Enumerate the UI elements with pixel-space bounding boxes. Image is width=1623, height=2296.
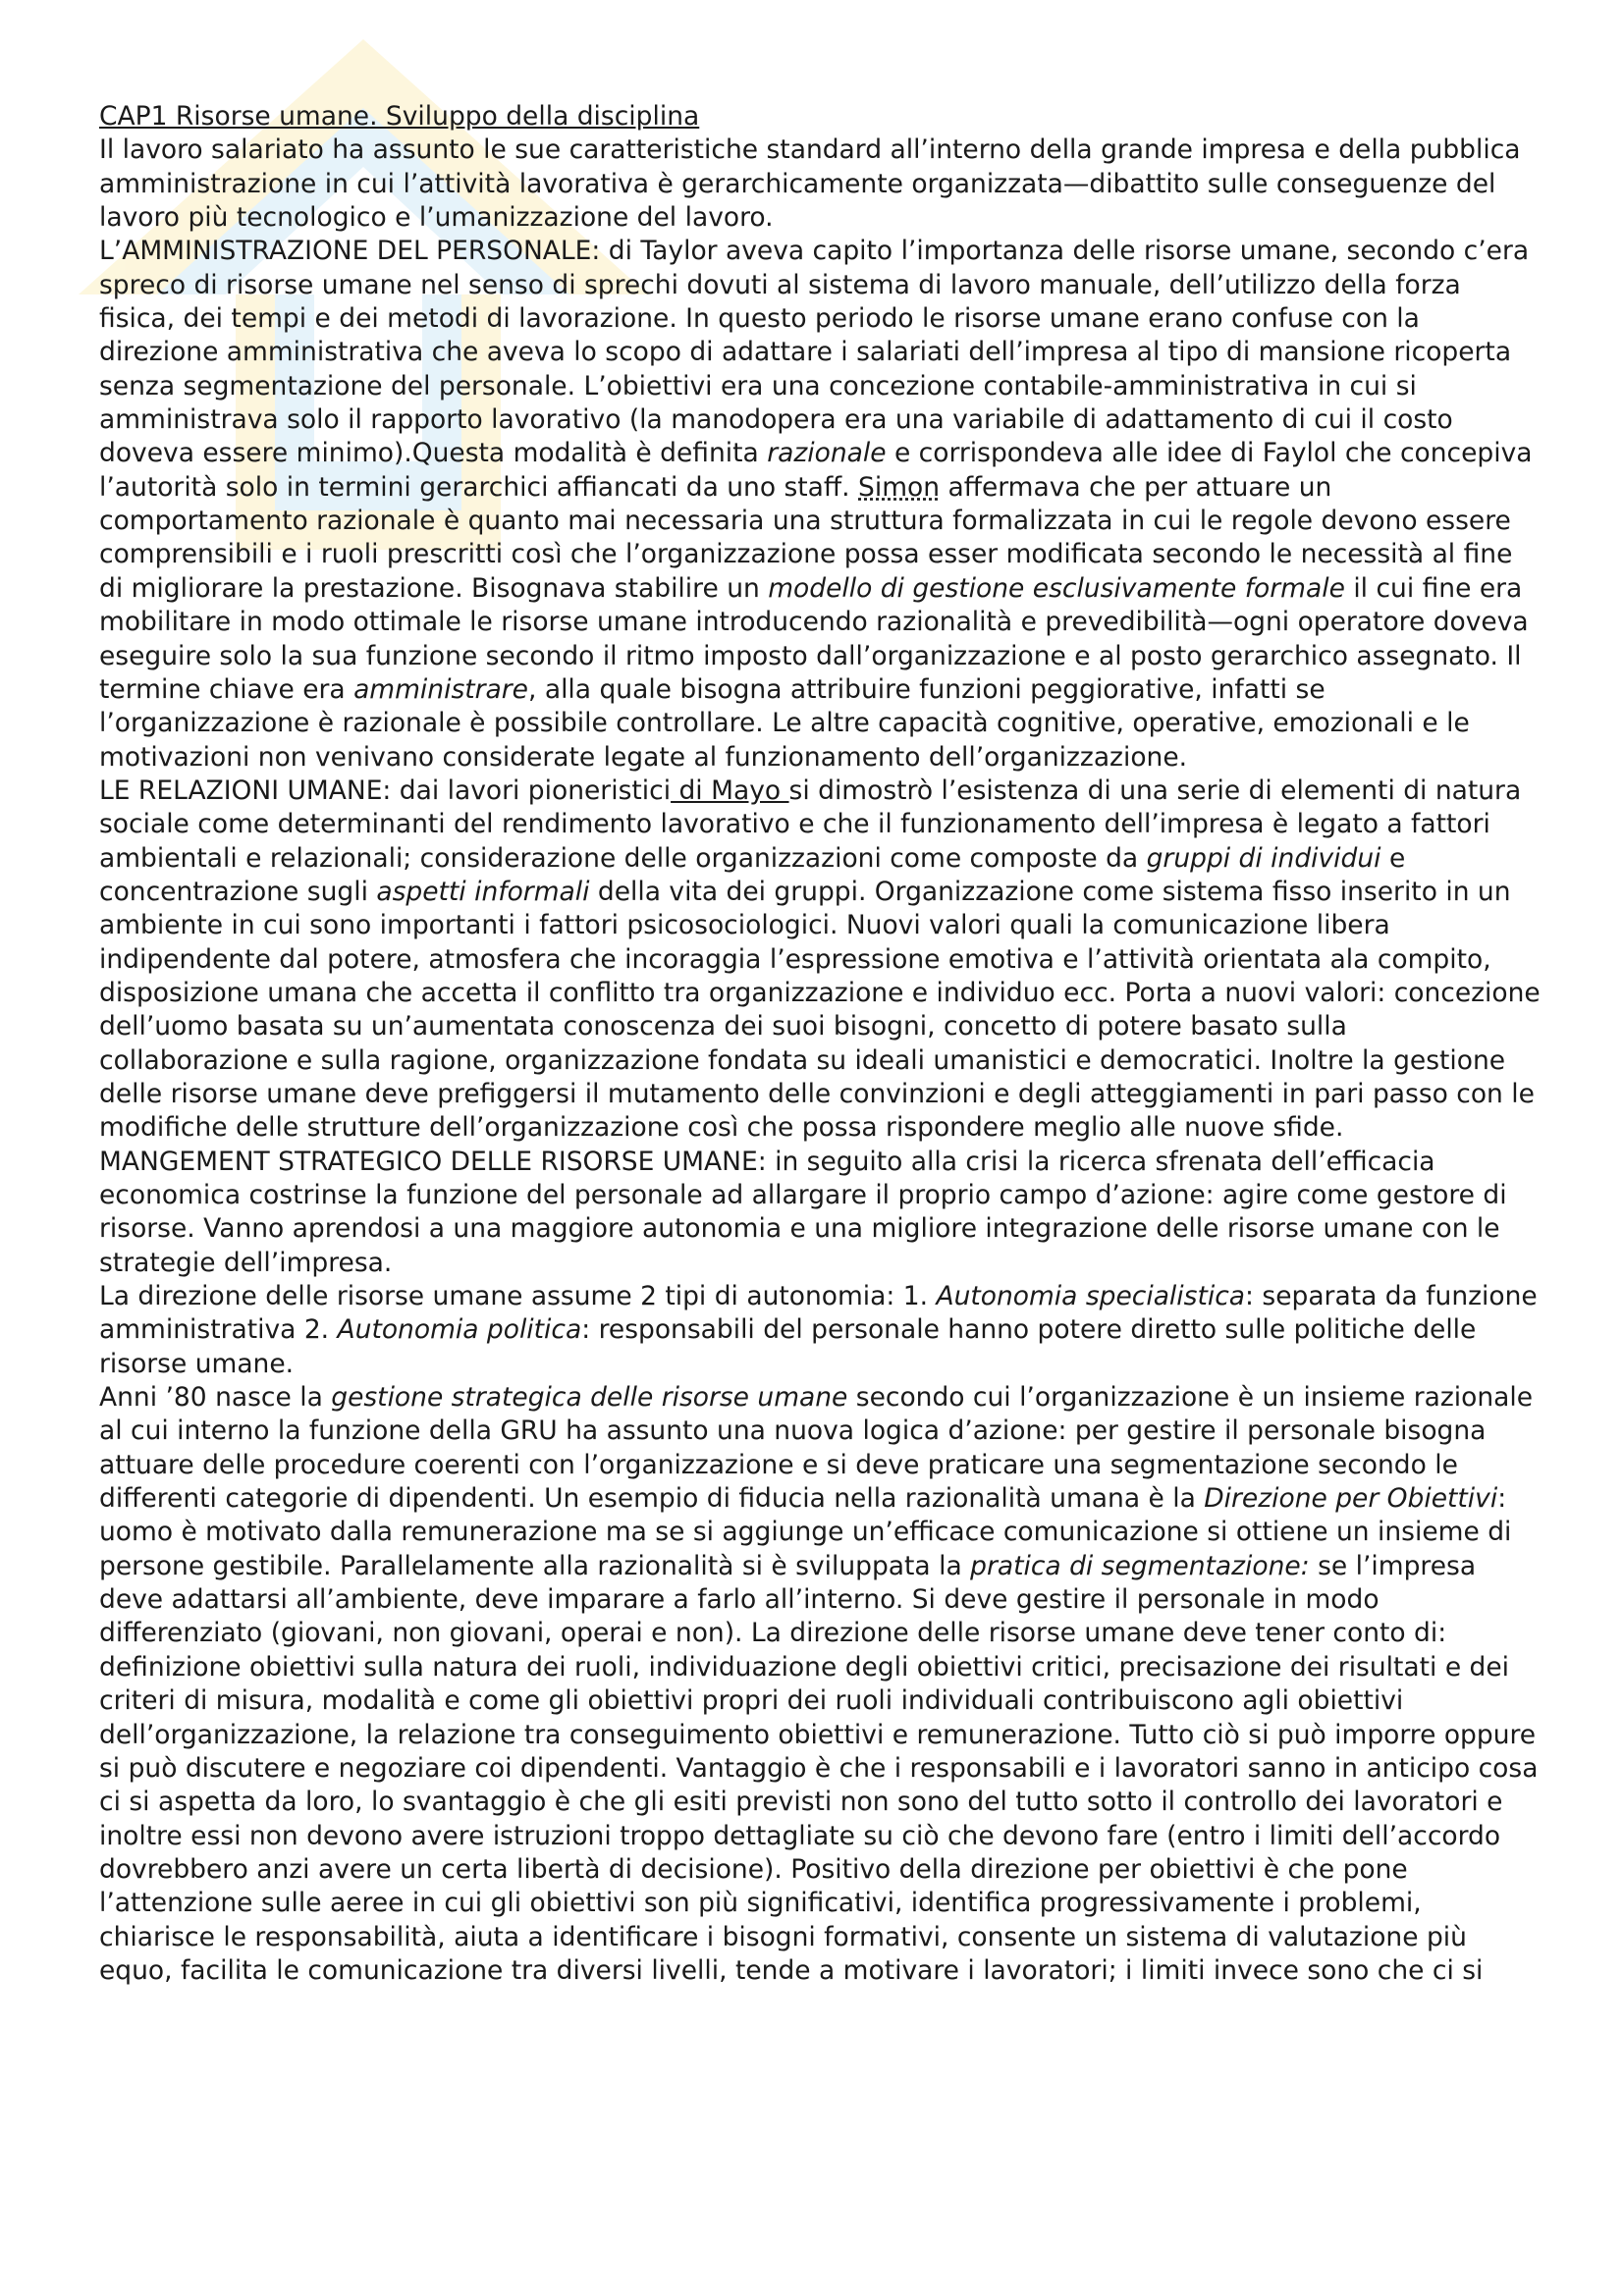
italic-term: Direzione per Obiettivi xyxy=(1204,1483,1498,1515)
paragraph-gestione-strategica xyxy=(99,1381,1542,1988)
italic-term: pratica di segmentazione: xyxy=(970,1550,1310,1581)
text-run: : responsabili del personale hanno potere diretto sulle politiche delle risorse umane. xyxy=(99,1314,1477,1379)
document-page xyxy=(99,100,1542,1988)
paragraph-intro: Il lavoro salariato ha assunto le sue caratteristiche standard all’interno della grande impresa e della pubblica amministrazione in cui l’attività lavorativa è gerarchicamente organizzata—dibattito sulle conseguenze del lavoro più tecnologico e l’umanizzazione del lavoro. xyxy=(99,134,1521,234)
italic-term: razionale xyxy=(767,438,887,469)
text-run: : uomo è motivato dalla remunerazione ma se si aggiunge un’efficace comunicazione si ottiene un insieme di persone gestibile. Parallelamente alla razionalità si è sviluppata la xyxy=(99,1483,1512,1581)
text-run: e concentrazione sugli xyxy=(99,842,1406,907)
paragraph-management-strategico: MANGEMENT STRATEGICO DELLE RISORSE UMANE: in seguito alla crisi la ricerca sfrenata dell’efficacia economica costrinse la funzione del personale ad allargare il proprio campo d’azione: agire come gestore di risorse. Vanno aprendosi a una maggiore autonomia e una migliore integrazione delle risorse umane con le strategie dell’impresa. xyxy=(99,1146,1507,1278)
paragraph-amministrazione xyxy=(99,235,1542,774)
name-mayo: di Mayo xyxy=(671,774,789,806)
text-run: della vita dei gruppi. Organizzazione come sistema fisso inserito in un ambiente in cui sono importanti i fattori psicosociologici. Nuovi valori quali la comunicazione libera indipendente dal potere, atmosfera che incoraggia l’espressione emotiva e l’attività orientata ala compito, disposizione umana che accetta il conflitto tra organizzazione e individuo ecc. Porta a nuovi valori: concezione dell’uomo basata su un’aumentata conoscenza dei suoi bisogni, concetto di potere basato sulla collaborazione e sulla ragione, organizzazione fondata su ideali umanistici e democratici. Inoltre la gestione delle risorse umane deve prefiggersi il mutamento delle convinzioni e degli atteggiamenti in pari passo con le modifiche delle strutture dell’organizzazione così che possa rispondere meglio alle nuove sfide. xyxy=(99,876,1541,1144)
text-run: L’AMMINISTRAZIONE DEL PERSONALE: di Taylor aveva capito l’importanza delle risorse umane, secondo c’era spreco di risorse umane nel senso di sprechi dovuti al sistema di lavoro manuale, dell’utilizzo della forza fisica, dei tempi e dei metodi di lavorazione. In questo periodo le risorse umane erano confuse con la direzione amministrativa che aveva lo scopo di adattare i salariati dell’impresa al tipo di mansione ricoperta senza segmentazione del personale. L’obiettivi era una concezione contabile-amministrativa in cui si amministrava solo il rapporto lavorativo (la manodopera era una variabile di adattamento di cui il costo doveva essere minimo).Questa modalità è definita xyxy=(99,236,1530,469)
text-run: : separata da funzione amministrativa 2. xyxy=(99,1281,1538,1346)
text-run: , alla quale bisogna attribuire funzioni peggiorative, infatti se l’organizzazione è razionale è possibile controllare. Le altre capacità cognitive, operative, emozionali e le motivazioni non venivano considerate legate al funzionamento dell’organizzazione. xyxy=(99,673,1470,773)
paragraph-relazioni-umane xyxy=(99,774,1542,1146)
text-run: si dimostrò l’esistenza di una serie di elementi di natura sociale come determinanti del rendimento lavorativo e che il funzionamento dell’impresa è legato a fattori ambientali e relazionali; considerazione delle organizzazioni come composte da xyxy=(99,774,1522,874)
text-run: e corrispondeva alle idee di Faylol che concepiva l’autorità solo in termini gerarchici affiancati da uno staff. xyxy=(99,438,1533,503)
italic-term: amministrare xyxy=(353,673,528,705)
document-title xyxy=(99,100,1542,133)
chapter-title: CAP1 Risorse umane. Sviluppo della disciplina xyxy=(99,101,700,132)
name-simon: Simon xyxy=(858,471,941,503)
italic-term: gruppi di individui xyxy=(1146,842,1381,874)
text-run: La direzione delle risorse umane assume 2 tipi di autonomia: 1. xyxy=(99,1281,937,1312)
italic-term: modello di gestione esclusivamente formale xyxy=(768,572,1345,604)
text-run: il cui fine era mobilitare in modo ottimale le risorse umane introducendo razionalità e prevedibilità—ogni operatore doveva eseguire solo la sua funzione secondo il ritmo imposto dall’organizzazione e al posto gerarchico assegnato. Il termine chiave era xyxy=(99,572,1529,705)
italic-term: Autonomia politica xyxy=(337,1314,582,1346)
text-run: secondo cui l’organizzazione è un insieme razionale al cui interno la funzione della GRU ha assunto una nuova logica d’azione: per gestire il personale bisogna attuare delle procedure coerenti con l’organizzazione e si deve praticare una segmentazione secondo le differenti categorie di dipendenti. Un esempio di fiducia nella razionalità umana è la xyxy=(99,1382,1534,1515)
italic-term: gestione strategica delle risorse umane xyxy=(331,1382,848,1414)
text-run: se l’impresa deve adattarsi all’ambiente, deve imparare a farlo all’interno. Si deve gestire il personale in modo differenziato (giovani, non giovani, operai e non). La direzione delle risorse umane deve tener conto di: definizione obiettivi sulla natura dei ruoli, individuazione degli obiettivi critici, precisazione dei risultati e dei criteri di misura, modalità e come gli obiettivi propri dei ruoli individuali contribuiscono agli obiettivi dell’organizzazione, la relazione tra conseguimento obiettivi e remunerazione. Tutto ciò si può imporre oppure si può discutere e negoziare coi dipendenti. Vantaggio è che i responsabili e i lavoratori sanno in anticipo cosa ci si aspetta da loro, lo svantaggio è che gli esiti previsti non sono del tutto sotto il controllo dei lavoratori e inoltre essi non devono avere istruzioni troppo dettagliate su ciò che devono fare (entro i limiti dell’accordo dovrebbero anzi avere un certa libertà di decisione). Positivo della direzione per obiettivi è che pone l’attenzione sulle aeree in cui gli obiettivi son più significativi, identifica progressivamente i problemi, chiarisce le responsabilità, aiuta a identificare i bisogni formativi, consente un sistema di valutazione più equo, facilita le comunicazione tra diversi livelli, tende a motivare i lavoratori; i limiti invece sono che ci si xyxy=(99,1550,1539,1986)
text-run: Anni ’80 nasce la xyxy=(99,1382,332,1414)
text-run: LE RELAZIONI UMANE: dai lavori pioneristici xyxy=(99,774,672,806)
italic-term: Autonomia specialistica xyxy=(936,1281,1246,1312)
paragraph-autonomia xyxy=(99,1280,1542,1381)
text-run: affermava che per attuare un comportamento razionale è quanto mai necessaria una struttura formalizzata in cui le regole devono essere comprensibili e i ruoli prescritti così che l’organizzazione possa esser modificata secondo le necessità al fine di migliorare la prestazione. Bisognava stabilire un xyxy=(99,471,1513,604)
italic-term: aspetti informali xyxy=(376,876,590,907)
